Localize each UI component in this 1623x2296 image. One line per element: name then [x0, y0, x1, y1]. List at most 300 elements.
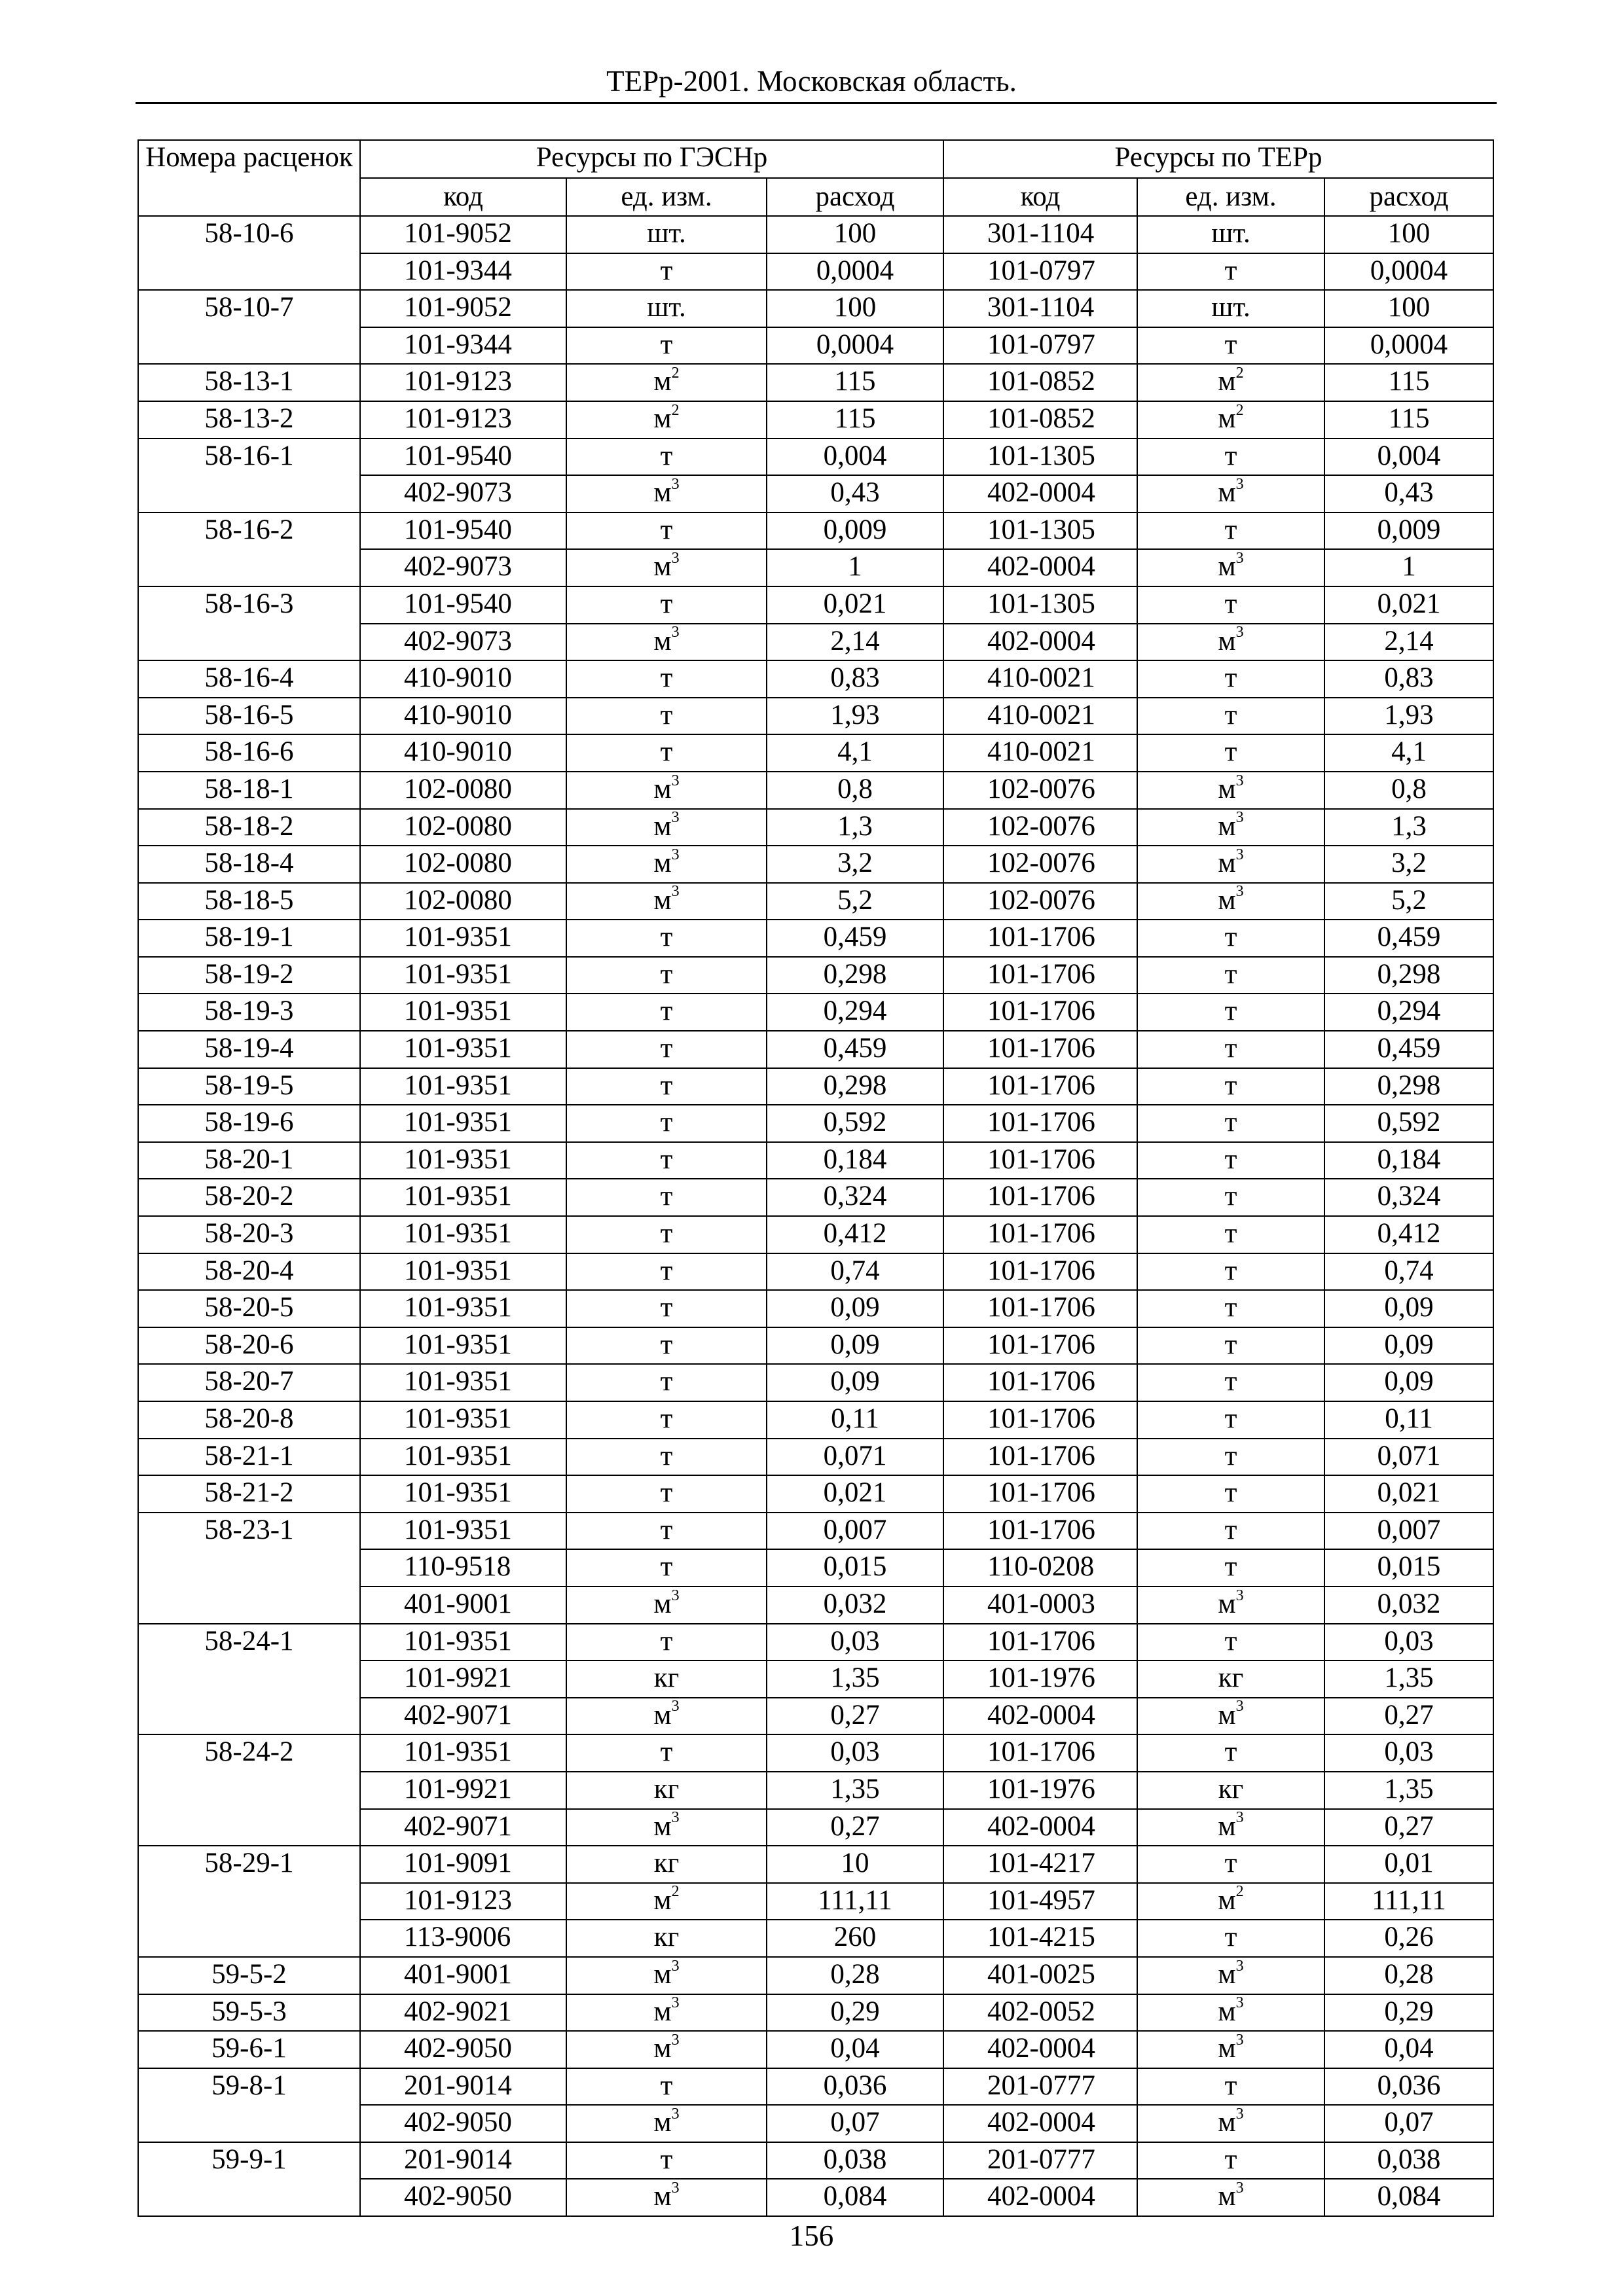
ter-unit-cell: $м^3$: [1137, 624, 1324, 661]
rate-number-cell: 58-20-6: [138, 1327, 360, 1365]
ter-amount-cell: 100: [1324, 290, 1493, 327]
ter-amount-cell: 5,2: [1324, 883, 1493, 920]
table-row: [138, 2031, 1493, 2068]
table-row: [138, 586, 1493, 624]
header-rule: [136, 102, 1497, 104]
gesn-code-cell: 101-9351: [360, 957, 566, 994]
ter-code-cell: 110-0208: [943, 1549, 1137, 1587]
ter-unit-cell: т: [1137, 512, 1324, 550]
table-row: [138, 2068, 1493, 2106]
ter-unit-cell: т: [1137, 2142, 1324, 2179]
gesn-unit-cell: $м^3$: [566, 846, 767, 883]
ter-amount-cell: 0,071: [1324, 1439, 1493, 1476]
ter-unit-cell: т: [1137, 1439, 1324, 1476]
gesn-unit-cell: $м^3$: [566, 1957, 767, 1994]
ter-unit-cell: т: [1137, 1031, 1324, 1068]
gesn-code-cell: 101-9351: [360, 1624, 566, 1661]
ter-code-cell: 101-1976: [943, 1660, 1137, 1698]
ter-code-cell: 101-1706: [943, 1734, 1137, 1772]
table-row: [138, 1068, 1493, 1105]
gesn-code-cell: 101-9351: [360, 920, 566, 957]
gesn-code-cell: 402-9071: [360, 1809, 566, 1846]
ter-amount-cell: 0,27: [1324, 1698, 1493, 1735]
header-ter-amount: расход: [1324, 178, 1493, 216]
ter-unit-cell: $м^2$: [1137, 401, 1324, 439]
ter-code-cell: 101-0852: [943, 401, 1137, 439]
rate-number-cell: 58-23-1: [138, 1513, 360, 1624]
gesn-code-cell: 101-9351: [360, 1364, 566, 1401]
ter-amount-cell: 0,459: [1324, 920, 1493, 957]
gesn-amount-cell: 0,004: [767, 439, 943, 476]
ter-unit-cell: кг: [1137, 1660, 1324, 1698]
gesn-amount-cell: 0,04: [767, 2031, 943, 2068]
ter-unit-cell: т: [1137, 920, 1324, 957]
ter-unit-cell: т: [1137, 660, 1324, 698]
ter-unit-cell: $м^3$: [1137, 1994, 1324, 2032]
ter-code-cell: 402-0004: [943, 2179, 1137, 2216]
gesn-unit-cell: кг: [566, 1920, 767, 1957]
gesn-unit-cell: т: [566, 512, 767, 550]
ter-amount-cell: 0,43: [1324, 475, 1493, 512]
ter-amount-cell: 0,27: [1324, 1809, 1493, 1846]
table-row: [138, 920, 1493, 957]
ter-code-cell: 201-0777: [943, 2142, 1137, 2179]
gesn-code-cell: 101-9351: [360, 1475, 566, 1513]
gesn-unit-cell: т: [566, 1031, 767, 1068]
gesn-unit-cell: т: [566, 698, 767, 735]
ter-code-cell: 101-1305: [943, 586, 1137, 624]
rate-number-cell: 58-19-4: [138, 1031, 360, 1068]
ter-code-cell: 101-1706: [943, 1068, 1137, 1105]
gesn-code-cell: 402-9050: [360, 2105, 566, 2142]
rate-number-cell: 58-13-2: [138, 401, 360, 439]
gesn-unit-cell: $м^3$: [566, 1587, 767, 1624]
ter-amount-cell: 0,83: [1324, 660, 1493, 698]
ter-unit-cell: т: [1137, 698, 1324, 735]
ter-unit-cell: $м^2$: [1137, 364, 1324, 401]
gesn-code-cell: 101-9351: [360, 1734, 566, 1772]
ter-amount-cell: 0,8: [1324, 772, 1493, 809]
ter-amount-cell: 0,26: [1324, 1920, 1493, 1957]
ter-unit-cell: т: [1137, 957, 1324, 994]
gesn-amount-cell: 0,084: [767, 2179, 943, 2216]
gesn-code-cell: 101-9351: [360, 1401, 566, 1439]
gesn-amount-cell: 111,11: [767, 1883, 943, 1920]
ter-unit-cell: $м^3$: [1137, 1809, 1324, 1846]
ter-unit-cell: т: [1137, 734, 1324, 772]
ter-amount-cell: 0,007: [1324, 1513, 1493, 1550]
gesn-code-cell: 402-9073: [360, 475, 566, 512]
ter-code-cell: 402-0004: [943, 2105, 1137, 2142]
ter-amount-cell: 0,28: [1324, 1957, 1493, 1994]
ter-code-cell: 101-1305: [943, 512, 1137, 550]
gesn-amount-cell: 100: [767, 216, 943, 253]
gesn-unit-cell: т: [566, 1439, 767, 1476]
ter-amount-cell: 0,74: [1324, 1253, 1493, 1291]
ter-amount-cell: 4,1: [1324, 734, 1493, 772]
gesn-amount-cell: 0,038: [767, 2142, 943, 2179]
gesn-unit-cell: т: [566, 1253, 767, 1291]
ter-unit-cell: $м^3$: [1137, 1957, 1324, 1994]
gesn-code-cell: 101-9344: [360, 253, 566, 291]
gesn-amount-cell: 115: [767, 364, 943, 401]
gesn-unit-cell: т: [566, 660, 767, 698]
gesn-amount-cell: 0,09: [767, 1364, 943, 1401]
table-row: [138, 883, 1493, 920]
gesn-amount-cell: 0,592: [767, 1105, 943, 1142]
ter-amount-cell: 0,298: [1324, 1068, 1493, 1105]
gesn-code-cell: 402-9073: [360, 549, 566, 586]
ter-code-cell: 102-0076: [943, 846, 1137, 883]
gesn-amount-cell: 5,2: [767, 883, 943, 920]
rate-number-cell: 58-20-4: [138, 1253, 360, 1291]
gesn-amount-cell: 2,14: [767, 624, 943, 661]
gesn-amount-cell: 0,184: [767, 1142, 943, 1179]
ter-code-cell: 101-4217: [943, 1846, 1137, 1883]
gesn-amount-cell: 0,459: [767, 920, 943, 957]
rate-number-cell: 59-8-1: [138, 2068, 360, 2142]
ter-amount-cell: 0,09: [1324, 1290, 1493, 1327]
ter-amount-cell: 0,03: [1324, 1624, 1493, 1661]
ter-amount-cell: 100: [1324, 216, 1493, 253]
header-gesn-code: код: [360, 178, 566, 216]
ter-code-cell: 101-1976: [943, 1772, 1137, 1809]
gesn-unit-cell: т: [566, 327, 767, 365]
rate-number-cell: 58-16-3: [138, 586, 360, 660]
table-row: [138, 1216, 1493, 1253]
gesn-amount-cell: 0,071: [767, 1439, 943, 1476]
ter-code-cell: 101-1706: [943, 1142, 1137, 1179]
table-row: [138, 1290, 1493, 1327]
gesn-unit-cell: $м^3$: [566, 1994, 767, 2032]
ter-amount-cell: 0,09: [1324, 1327, 1493, 1365]
ter-unit-cell: т: [1137, 1179, 1324, 1216]
gesn-unit-cell: т: [566, 2142, 767, 2179]
header-ter-resources: Ресурсы по ТЕРр: [943, 140, 1493, 178]
page-header-title: ТЕРр-2001. Московская область.: [606, 65, 1017, 98]
ter-amount-cell: 0,021: [1324, 1475, 1493, 1513]
rate-number-cell: 58-18-2: [138, 809, 360, 846]
gesn-amount-cell: 0,036: [767, 2068, 943, 2106]
ter-unit-cell: т: [1137, 1624, 1324, 1661]
gesn-amount-cell: 1,93: [767, 698, 943, 735]
gesn-code-cell: 101-9351: [360, 1105, 566, 1142]
header-gesn-amount: расход: [767, 178, 943, 216]
ter-code-cell: 401-0003: [943, 1587, 1137, 1624]
ter-amount-cell: 0,294: [1324, 994, 1493, 1031]
gesn-code-cell: 101-9921: [360, 1660, 566, 1698]
gesn-amount-cell: 1,35: [767, 1772, 943, 1809]
gesn-amount-cell: 0,09: [767, 1327, 943, 1365]
gesn-amount-cell: 4,1: [767, 734, 943, 772]
gesn-code-cell: 101-9351: [360, 1513, 566, 1550]
gesn-code-cell: 102-0080: [360, 846, 566, 883]
gesn-code-cell: 101-9921: [360, 1772, 566, 1809]
ter-unit-cell: т: [1137, 1401, 1324, 1439]
table-row: [138, 1475, 1493, 1513]
table-row: [138, 772, 1493, 809]
table-row: [138, 290, 1493, 327]
gesn-amount-cell: 0,43: [767, 475, 943, 512]
ter-amount-cell: 0,032: [1324, 1587, 1493, 1624]
table-row: [138, 364, 1493, 401]
gesn-unit-cell: $м^3$: [566, 549, 767, 586]
ter-amount-cell: 0,015: [1324, 1549, 1493, 1587]
gesn-code-cell: 101-9052: [360, 290, 566, 327]
ter-code-cell: 101-1706: [943, 1513, 1137, 1550]
ter-unit-cell: $м^3$: [1137, 1587, 1324, 1624]
gesn-amount-cell: 0,8: [767, 772, 943, 809]
ter-amount-cell: 0,07: [1324, 2105, 1493, 2142]
gesn-code-cell: 113-9006: [360, 1920, 566, 1957]
rate-number-cell: 58-13-1: [138, 364, 360, 401]
gesn-amount-cell: 260: [767, 1920, 943, 1957]
ter-code-cell: 101-1706: [943, 1401, 1137, 1439]
table-row: [138, 846, 1493, 883]
gesn-amount-cell: 10: [767, 1846, 943, 1883]
ter-amount-cell: 0,0004: [1324, 327, 1493, 365]
ter-code-cell: 301-1104: [943, 290, 1137, 327]
ter-amount-cell: 1,3: [1324, 809, 1493, 846]
gesn-unit-cell: шт.: [566, 290, 767, 327]
table-row: [138, 1327, 1493, 1365]
ter-unit-cell: т: [1137, 439, 1324, 476]
rate-number-cell: 58-19-2: [138, 957, 360, 994]
ter-amount-cell: 0,038: [1324, 2142, 1493, 2179]
ter-code-cell: 410-0021: [943, 698, 1137, 735]
ter-amount-cell: 0,03: [1324, 1734, 1493, 1772]
gesn-code-cell: 402-9050: [360, 2031, 566, 2068]
ter-amount-cell: 0,09: [1324, 1364, 1493, 1401]
ter-unit-cell: т: [1137, 2068, 1324, 2106]
gesn-unit-cell: т: [566, 439, 767, 476]
ter-unit-cell: т: [1137, 1327, 1324, 1365]
table-row: [138, 994, 1493, 1031]
ter-unit-cell: т: [1137, 1068, 1324, 1105]
rate-number-cell: 59-9-1: [138, 2142, 360, 2216]
ter-amount-cell: 0,084: [1324, 2179, 1493, 2216]
gesn-unit-cell: кг: [566, 1846, 767, 1883]
table-body: [138, 216, 1493, 2216]
rate-number-cell: 58-24-1: [138, 1624, 360, 1735]
table-row: [138, 401, 1493, 439]
gesn-code-cell: 101-9351: [360, 1031, 566, 1068]
gesn-amount-cell: 0,74: [767, 1253, 943, 1291]
table-row: [138, 1105, 1493, 1142]
ter-unit-cell: $м^3$: [1137, 772, 1324, 809]
ter-unit-cell: т: [1137, 253, 1324, 291]
ter-unit-cell: $м^3$: [1137, 2179, 1324, 2216]
gesn-unit-cell: т: [566, 1401, 767, 1439]
ter-amount-cell: 0,04: [1324, 2031, 1493, 2068]
gesn-amount-cell: 3,2: [767, 846, 943, 883]
ter-code-cell: 301-1104: [943, 216, 1137, 253]
gesn-code-cell: 101-9351: [360, 1068, 566, 1105]
gesn-code-cell: 101-9351: [360, 1216, 566, 1253]
rate-number-cell: 59-6-1: [138, 2031, 360, 2068]
rate-number-cell: 58-18-5: [138, 883, 360, 920]
gesn-unit-cell: $м^3$: [566, 772, 767, 809]
gesn-amount-cell: 0,09: [767, 1290, 943, 1327]
ter-code-cell: 101-1706: [943, 1290, 1137, 1327]
ter-unit-cell: т: [1137, 586, 1324, 624]
gesn-code-cell: 101-9351: [360, 1179, 566, 1216]
ter-code-cell: 101-4215: [943, 1920, 1137, 1957]
table-row: [138, 1513, 1493, 1550]
ter-amount-cell: 0,009: [1324, 512, 1493, 550]
ter-unit-cell: т: [1137, 1920, 1324, 1957]
gesn-code-cell: 101-9351: [360, 1253, 566, 1291]
ter-unit-cell: $м^3$: [1137, 2031, 1324, 2068]
table-row: [138, 1846, 1493, 1883]
gesn-code-cell: 102-0080: [360, 772, 566, 809]
ter-amount-cell: 115: [1324, 401, 1493, 439]
gesn-unit-cell: $м^3$: [566, 2105, 767, 2142]
gesn-unit-cell: $м^3$: [566, 624, 767, 661]
table-row: [138, 1439, 1493, 1476]
ter-amount-cell: 1,93: [1324, 698, 1493, 735]
gesn-code-cell: 401-9001: [360, 1587, 566, 1624]
header-ter-code: код: [943, 178, 1137, 216]
gesn-amount-cell: 1: [767, 549, 943, 586]
gesn-unit-cell: т: [566, 1142, 767, 1179]
table-row: [138, 512, 1493, 550]
gesn-unit-cell: $м^3$: [566, 1698, 767, 1735]
gesn-code-cell: 101-9052: [360, 216, 566, 253]
gesn-amount-cell: 0,03: [767, 1734, 943, 1772]
ter-amount-cell: 0,0004: [1324, 253, 1493, 291]
rate-number-cell: 58-20-3: [138, 1216, 360, 1253]
gesn-amount-cell: 0,27: [767, 1698, 943, 1735]
ter-code-cell: 402-0004: [943, 624, 1137, 661]
ter-unit-cell: т: [1137, 327, 1324, 365]
ter-unit-cell: $м^3$: [1137, 1698, 1324, 1735]
gesn-unit-cell: т: [566, 1068, 767, 1105]
ter-amount-cell: 111,11: [1324, 1883, 1493, 1920]
ter-unit-cell: $м^3$: [1137, 2105, 1324, 2142]
gesn-code-cell: 102-0080: [360, 883, 566, 920]
gesn-amount-cell: 0,0004: [767, 327, 943, 365]
gesn-unit-cell: кг: [566, 1772, 767, 1809]
ter-amount-cell: 0,184: [1324, 1142, 1493, 1179]
gesn-unit-cell: т: [566, 994, 767, 1031]
ter-amount-cell: 0,298: [1324, 957, 1493, 994]
gesn-unit-cell: т: [566, 1290, 767, 1327]
rate-number-cell: 58-10-7: [138, 290, 360, 364]
ter-unit-cell: т: [1137, 1364, 1324, 1401]
ter-code-cell: 101-1706: [943, 920, 1137, 957]
table-row: [138, 1994, 1493, 2032]
table-row: [138, 734, 1493, 772]
table-row: [138, 1957, 1493, 1994]
table-row: [138, 2142, 1493, 2179]
ter-code-cell: 101-1706: [943, 1031, 1137, 1068]
rate-number-cell: 58-18-1: [138, 772, 360, 809]
ter-code-cell: 101-1706: [943, 1475, 1137, 1513]
ter-code-cell: 402-0004: [943, 2031, 1137, 2068]
gesn-unit-cell: т: [566, 1364, 767, 1401]
gesn-code-cell: 101-9123: [360, 1883, 566, 1920]
table-row: [138, 1624, 1493, 1661]
rate-number-cell: 58-19-3: [138, 994, 360, 1031]
ter-unit-cell: т: [1137, 1216, 1324, 1253]
ter-unit-cell: т: [1137, 1475, 1324, 1513]
table-row: [138, 660, 1493, 698]
gesn-unit-cell: $м^3$: [566, 2031, 767, 2068]
header-gesn-unit: ед. изм.: [566, 178, 767, 216]
rate-number-cell: 58-20-5: [138, 1290, 360, 1327]
gesn-amount-cell: 115: [767, 401, 943, 439]
gesn-unit-cell: $м^2$: [566, 1883, 767, 1920]
gesn-amount-cell: 0,298: [767, 1068, 943, 1105]
ter-code-cell: 101-1706: [943, 1364, 1137, 1401]
ter-code-cell: 402-0052: [943, 1994, 1137, 2032]
gesn-amount-cell: 0,015: [767, 1549, 943, 1587]
ter-code-cell: 102-0076: [943, 809, 1137, 846]
ter-code-cell: 101-4957: [943, 1883, 1137, 1920]
rate-number-cell: 59-5-3: [138, 1994, 360, 2032]
ter-unit-cell: $м^3$: [1137, 549, 1324, 586]
gesn-unit-cell: т: [566, 1734, 767, 1772]
gesn-unit-cell: т: [566, 1475, 767, 1513]
rate-number-cell: 58-10-6: [138, 216, 360, 290]
ter-unit-cell: $м^3$: [1137, 883, 1324, 920]
gesn-amount-cell: 0,032: [767, 1587, 943, 1624]
gesn-amount-cell: 100: [767, 290, 943, 327]
table-row: [138, 1364, 1493, 1401]
gesn-unit-cell: т: [566, 957, 767, 994]
gesn-code-cell: 402-9073: [360, 624, 566, 661]
ter-unit-cell: т: [1137, 1253, 1324, 1291]
rate-number-cell: 58-16-6: [138, 734, 360, 772]
ter-amount-cell: 0,021: [1324, 586, 1493, 624]
gesn-unit-cell: $м^3$: [566, 883, 767, 920]
rate-number-cell: 58-16-2: [138, 512, 360, 586]
gesn-unit-cell: $м^2$: [566, 364, 767, 401]
ter-code-cell: 101-1706: [943, 1253, 1137, 1291]
gesn-code-cell: 101-9540: [360, 586, 566, 624]
gesn-code-cell: 402-9050: [360, 2179, 566, 2216]
ter-unit-cell: т: [1137, 994, 1324, 1031]
gesn-amount-cell: 0,009: [767, 512, 943, 550]
ter-code-cell: 101-1706: [943, 1179, 1137, 1216]
gesn-code-cell: 101-9540: [360, 512, 566, 550]
gesn-unit-cell: т: [566, 1513, 767, 1550]
gesn-code-cell: 201-9014: [360, 2142, 566, 2179]
gesn-code-cell: 101-9123: [360, 401, 566, 439]
ter-amount-cell: 0,036: [1324, 2068, 1493, 2106]
rate-number-cell: 58-20-7: [138, 1364, 360, 1401]
ter-code-cell: 101-1706: [943, 1624, 1137, 1661]
ter-amount-cell: 0,004: [1324, 439, 1493, 476]
ter-code-cell: 102-0076: [943, 883, 1137, 920]
rate-number-cell: 59-5-2: [138, 1957, 360, 1994]
table-row: [138, 957, 1493, 994]
gesn-code-cell: 101-9123: [360, 364, 566, 401]
ter-unit-cell: т: [1137, 1105, 1324, 1142]
rate-number-cell: 58-20-8: [138, 1401, 360, 1439]
gesn-code-cell: 110-9518: [360, 1549, 566, 1587]
rate-number-cell: 58-16-1: [138, 439, 360, 512]
ter-code-cell: 101-1706: [943, 994, 1137, 1031]
ter-amount-cell: 115: [1324, 364, 1493, 401]
ter-amount-cell: 1,35: [1324, 1772, 1493, 1809]
ter-unit-cell: т: [1137, 1513, 1324, 1550]
gesn-amount-cell: 0,021: [767, 586, 943, 624]
gesn-code-cell: 101-9351: [360, 1439, 566, 1476]
rate-number-cell: 58-18-4: [138, 846, 360, 883]
ter-amount-cell: 0,29: [1324, 1994, 1493, 2032]
